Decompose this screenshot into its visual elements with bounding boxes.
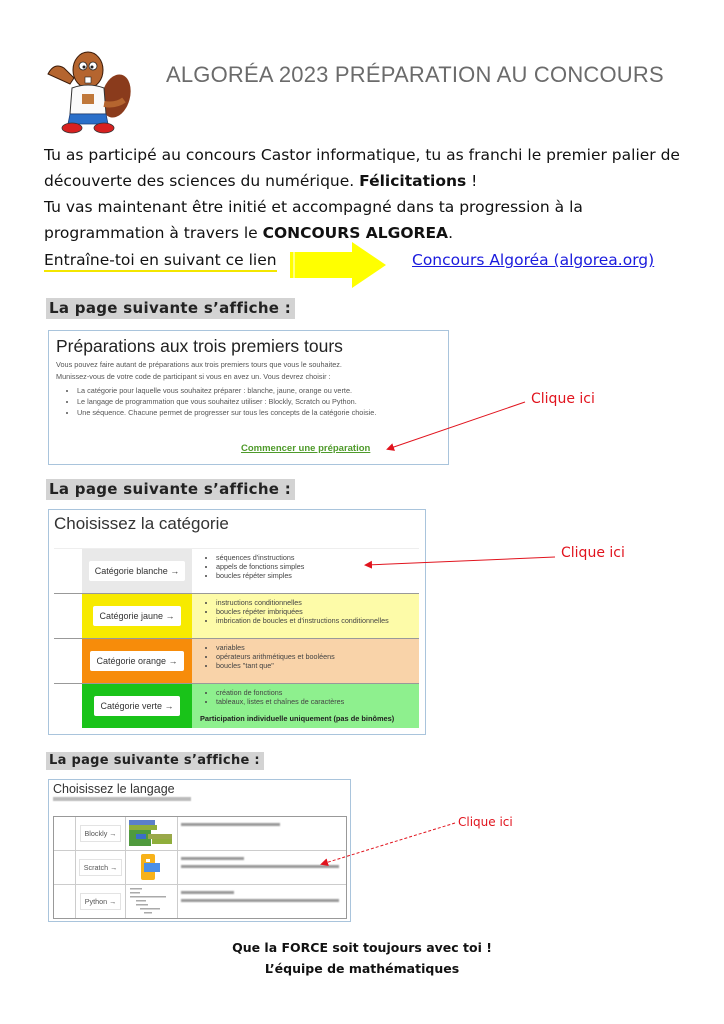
yellow-arrow-right-icon [290,242,390,288]
document-title: ALGORÉA 2023 PRÉPARATION AU CONCOURS [166,62,664,87]
category-table [54,548,419,728]
preparations-title: Préparations aux trois premiers tours [56,336,343,356]
category-row-orange [54,638,419,683]
list-item: • instructions conditionnelles [216,599,419,608]
footer-motto: Que la FORCE soit toujours avec toi ! [232,940,492,955]
list-item: • opérateurs arithmétiques et booléens [216,653,419,662]
start-preparation-link[interactable]: Commencer une préparation [241,443,371,454]
intro-line2: Tu vas maintenant être initié et accompagné dans ta progression à la programmation à travers le [44,198,583,242]
category-white-button[interactable]: Catégorie blanche → [89,561,186,581]
screenshot-categories [48,509,426,735]
category-row-yellow [54,593,419,638]
list-item: • boucles répéter simples [216,572,419,581]
train-label: Entraîne-toi en suivant ce lien [44,250,277,272]
step-heading-1: La page suivante s’affiche : [46,298,295,319]
intro-line1: Tu as participé au concours Castor informatique, tu as franchi le premier palier de découverte des sciences du numérique. [44,146,680,190]
list-item: • variables [216,644,419,653]
list-item: • Une séquence. Chacune permet de progresser sur tous les concepts de la catégorie choisie. [77,407,448,418]
category-row-green [54,683,419,728]
languages-title: Choisissez le langage [53,782,175,796]
list-item: • tableaux, listes et chaînes de caractères [216,698,419,707]
language-row-blockly [54,817,346,850]
language-row-scratch [54,850,346,884]
list-item: • boucles répéter imbriquées [216,608,419,617]
categories-title: Choisissez la catégorie [54,514,229,533]
intro-line1-end: ! [466,172,478,190]
list-item: • La catégorie pour laquelle vous souhaitez préparer : blanche, jaune, orange ou verte. [77,385,448,396]
contest-name: CONCOURS ALGOREA [262,224,449,242]
language-table [53,816,347,919]
click-here-annotation-2: Clique ici [561,545,625,561]
algorea-link[interactable]: Concours Algoréa (algorea.org) [412,251,655,269]
list-item: • création de fonctions [216,689,419,698]
scratch-blocks-icon [126,851,178,884]
intro-line2-end: . [448,224,453,242]
category-yellow-button[interactable]: Catégorie jaune → [93,606,180,626]
languages-subtitle-illegible [53,797,191,801]
intro-paragraph [44,142,684,246]
preparations-para1: Vous pouvez faire autant de préparations aux trois premiers tours que vous le souhaitez. [56,360,342,369]
congrats-text: Félicitations [359,172,467,190]
category-orange-button[interactable]: Catégorie orange → [90,651,183,671]
list-item: • séquences d'instructions [216,554,419,563]
python-code-icon [126,885,178,918]
screenshot-languages [48,779,351,922]
language-row-python [54,884,346,918]
preparations-para2: Munissez-vous de votre code de participant si vous en avez un. Vous devrez choisir : [56,372,331,381]
beaver-mascot-icon [44,44,144,136]
category-row-white [54,548,419,593]
list-item: • boucles "tant que" [216,662,419,671]
list-item: • Le langage de programmation que vous souhaitez utiliser : Blockly, Scratch ou Python. [77,396,448,407]
screenshot-preparations [48,330,449,465]
list-item: • imbrication de boucles et d'instructions conditionnelles [216,617,419,626]
category-note: Participation individuelle uniquement (pas de binômes) [200,713,395,723]
category-green-button[interactable]: Catégorie verte → [94,696,179,716]
blockly-button[interactable]: Blockly → [80,825,122,842]
python-button[interactable]: Python → [80,893,122,910]
step-heading-2: La page suivante s’affiche : [46,479,295,500]
click-here-annotation-3: Clique ici [458,815,513,829]
preparations-list [49,385,448,418]
step-heading-3: La page suivante s’affiche : [46,752,264,770]
click-here-annotation-1: Clique ici [531,391,595,407]
blockly-blocks-icon [126,817,178,850]
footer-signature: L’équipe de mathématiques [264,961,460,976]
list-item: • appels de fonctions simples [216,563,419,572]
scratch-button[interactable]: Scratch → [79,859,123,876]
